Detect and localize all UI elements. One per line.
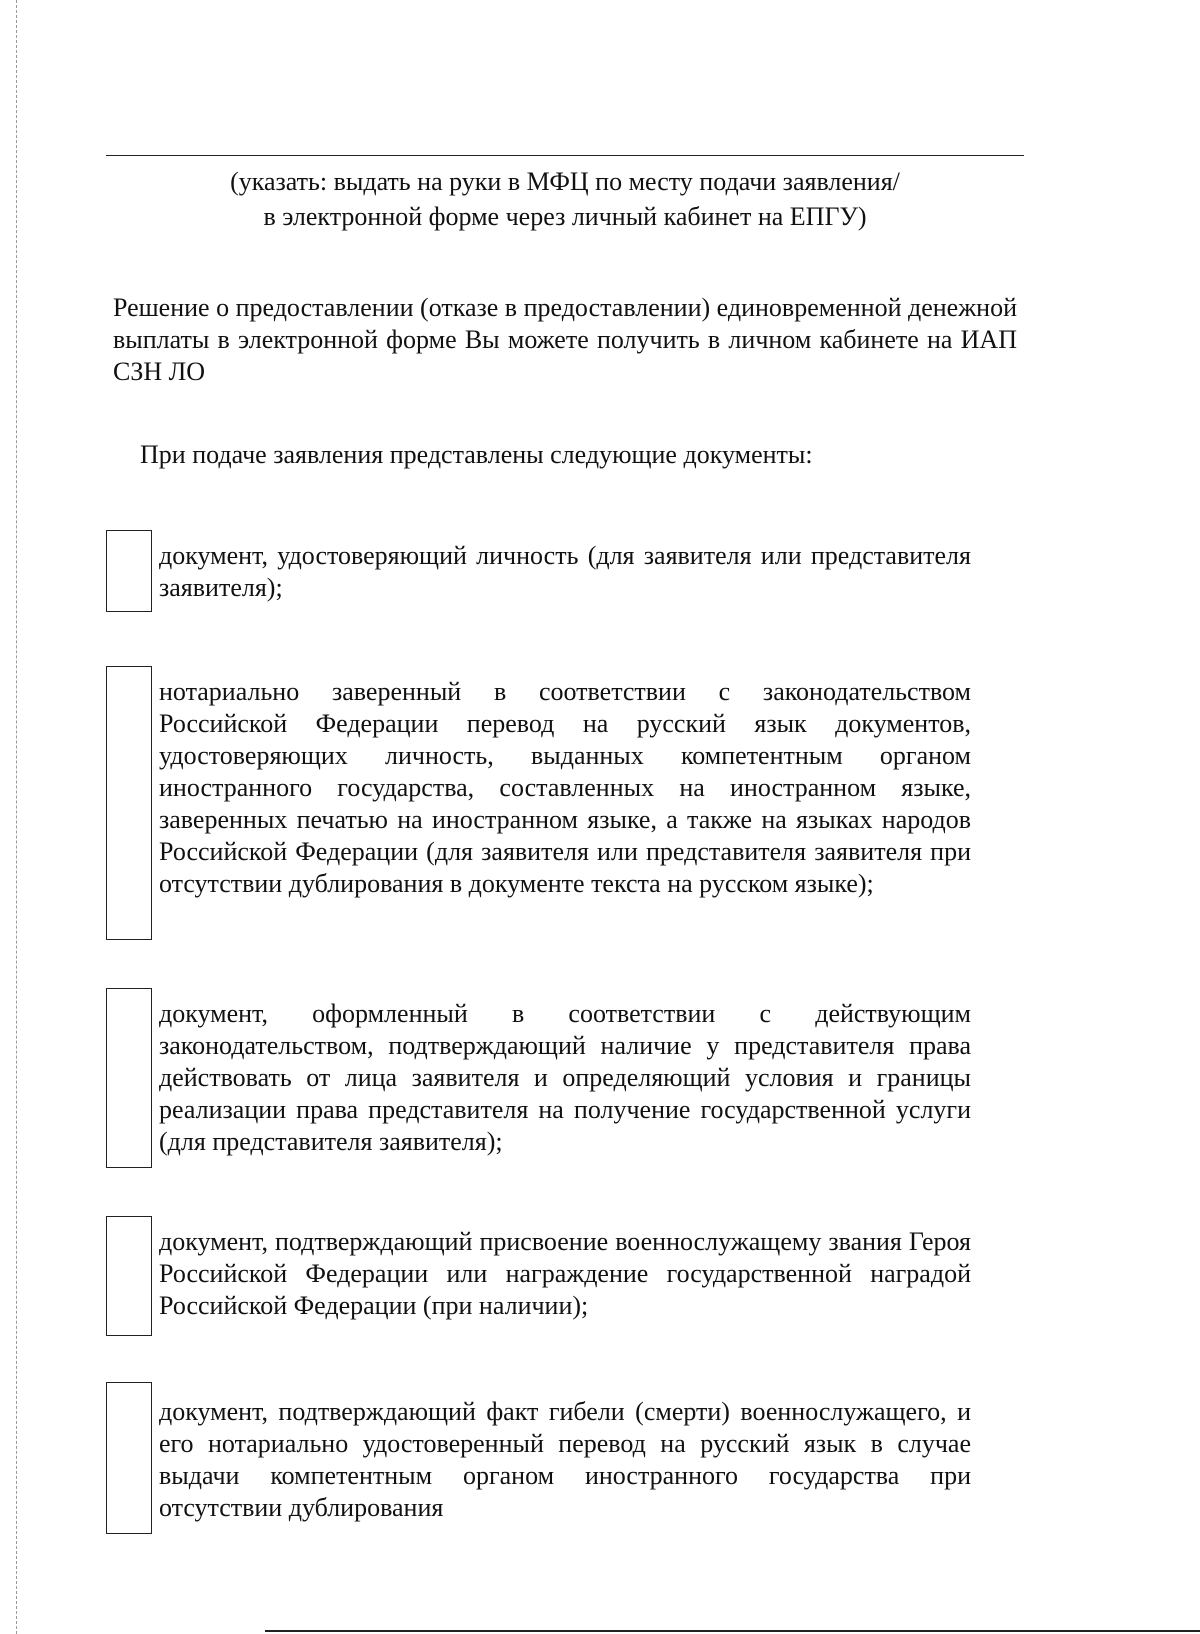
document-checkbox[interactable] <box>106 530 152 612</box>
decision-paragraph: Решение о предоставлении (отказе в предоставлении) единовременной денежной выплаты в электронной форме Вы можете получить в личном кабинете на ИАП СЗН ЛО <box>113 293 1017 386</box>
document-item-text: документ, оформленный в соответствии с действующим законодательством, подтверждающий наличие у представителя права действовать от лица заявителя и определяющий условия и границы реализации права представителя на получение государственной услуги (для представителя заявителя); <box>159 999 971 1156</box>
delivery-note-line-1: (указать: выдать на руки в МФЦ по месту подачи заявления/ <box>230 167 900 196</box>
document-item-text: документ, подтверждающий присвоение военнослужащему звания Героя Российской Федерации или награждение государственной наградой Российской Федерации (при наличии); <box>159 1227 971 1320</box>
document-item-text: нотариально заверенный в соответствии с законодательством Российской Федерации перевод на русский язык документов, удостоверяющих личность, выданных компетентным органом иностранного государства, составленных на иностранном языке, заверенных печатью на иностранном языке, а также на языках народов Российской Федерации (для заявителя или представителя заявителя при отсутствии дублирования в документе текста на русском языке); <box>159 677 971 898</box>
delivery-method-note <box>106 164 1024 234</box>
page-bottom-edge <box>265 1630 1200 1632</box>
document-item-text: документ, удостоверяющий личность (для заявителя или представителя заявителя); <box>159 541 971 602</box>
document-checkbox[interactable] <box>106 1382 152 1534</box>
delivery-note-line-2: в электронной форме через личный кабинет на ЕПГУ) <box>263 202 867 231</box>
scan-margin-line <box>16 0 17 1634</box>
document-checkbox[interactable] <box>106 666 152 940</box>
documents-heading: При подаче заявления представлены следующие документы: <box>140 440 813 469</box>
document-item-text: документ, подтверждающий факт гибели (смерти) военнослужащего, и его нотариально удостоверенный перевод на русский язык в случае выдачи компетентным органом иностранного государства при отсутствии дублирования <box>159 1397 971 1522</box>
delivery-method-blank-line <box>106 155 1024 156</box>
document-checkbox[interactable] <box>106 1216 152 1336</box>
document-checkbox[interactable] <box>106 988 152 1168</box>
